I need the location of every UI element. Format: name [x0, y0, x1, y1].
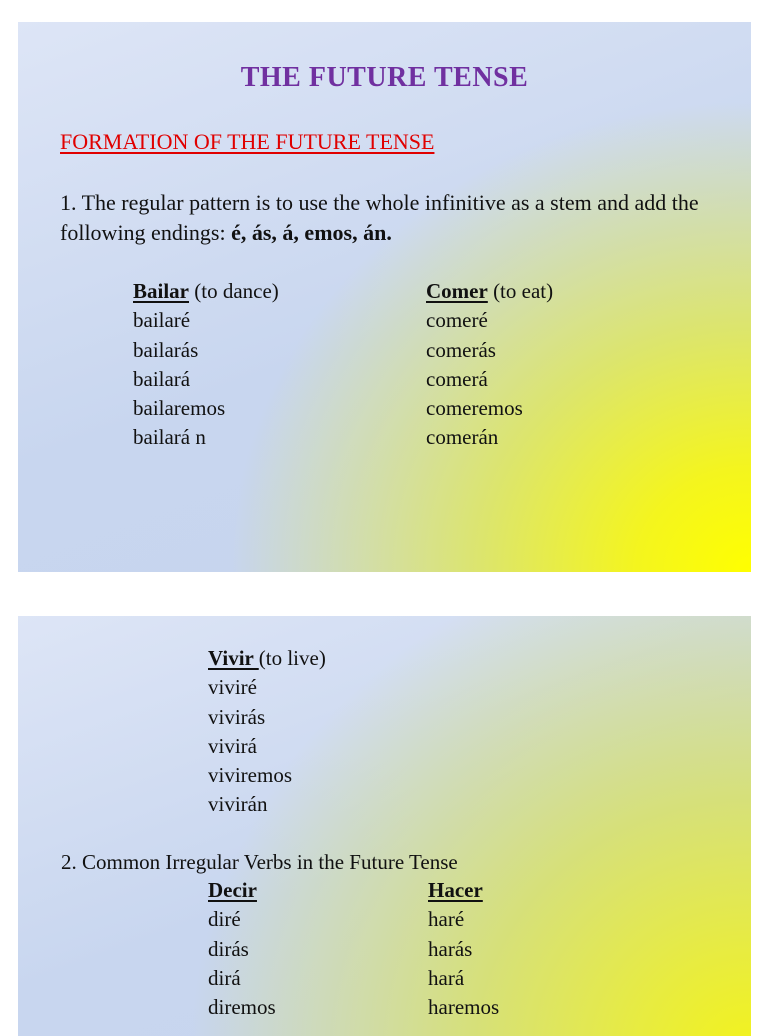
conjugation-form: dirás — [208, 936, 249, 961]
slide-2 — [18, 616, 751, 1036]
comer-verb: Comer — [426, 279, 488, 303]
bailar-conjugation — [133, 277, 279, 453]
decir-verb: Decir — [208, 878, 257, 902]
conjugation-form: bailará — [133, 366, 191, 391]
irregular-heading: 2. Common Irregular Verbs in the Future Tense — [61, 850, 458, 874]
rule-endings: é, ás, á, emos, án. — [231, 220, 392, 245]
conjugation-form: vivirán — [208, 792, 268, 817]
bailar-verb: Bailar — [133, 279, 189, 303]
conjugation-form: haré — [428, 907, 465, 932]
conjugation-form: vivirá — [208, 733, 257, 758]
vivir-verb: Vivir — [208, 646, 259, 670]
comer-conjugation — [426, 277, 553, 453]
rule-paragraph — [60, 188, 720, 248]
conjugation-form: diremos — [208, 995, 276, 1020]
conjugation-form: comerán — [426, 425, 499, 450]
conjugation-form: bailaremos — [133, 396, 226, 421]
conjugation-form: viviré — [208, 675, 257, 700]
conjugation-form: haremos — [428, 995, 500, 1020]
vivir-meaning: (to live) — [258, 646, 326, 670]
conjugation-form: comeremos — [426, 396, 523, 421]
hacer-conjugation — [428, 876, 499, 1022]
conjugation-form: viviremos — [208, 763, 292, 788]
conjugation-form: comerá — [426, 366, 488, 391]
comer-meaning: (to eat) — [487, 279, 554, 303]
slide-1 — [18, 22, 751, 572]
hacer-header — [428, 876, 499, 905]
rule-text: 1. The regular pattern is to use the whole infinitive as a stem and add the following endings: — [60, 190, 699, 245]
slide-title: THE FUTURE TENSE — [240, 62, 529, 93]
bailar-meaning: (to dance) — [189, 279, 279, 303]
bailar-header — [133, 277, 279, 306]
conjugation-form: bailará n — [133, 425, 206, 450]
conjugation-form: bailarás — [133, 337, 199, 362]
hacer-verb: Hacer — [428, 878, 483, 902]
conjugation-form: comeré — [426, 308, 488, 333]
vivir-header — [208, 644, 326, 673]
conjugation-form: bailaré — [133, 308, 191, 333]
conjugation-form: dirá — [208, 965, 241, 990]
conjugation-form: harás — [428, 936, 473, 961]
comer-header — [426, 277, 553, 306]
decir-conjugation — [208, 876, 276, 1022]
vivir-conjugation — [208, 644, 326, 820]
conjugation-form: comerás — [426, 337, 496, 362]
conjugation-form: diré — [208, 907, 241, 932]
conjugation-form: vivirás — [208, 704, 266, 729]
conjugation-form: hará — [428, 965, 465, 990]
decir-header — [208, 876, 276, 905]
section-heading: FORMATION OF THE FUTURE TENSE — [60, 129, 435, 154]
